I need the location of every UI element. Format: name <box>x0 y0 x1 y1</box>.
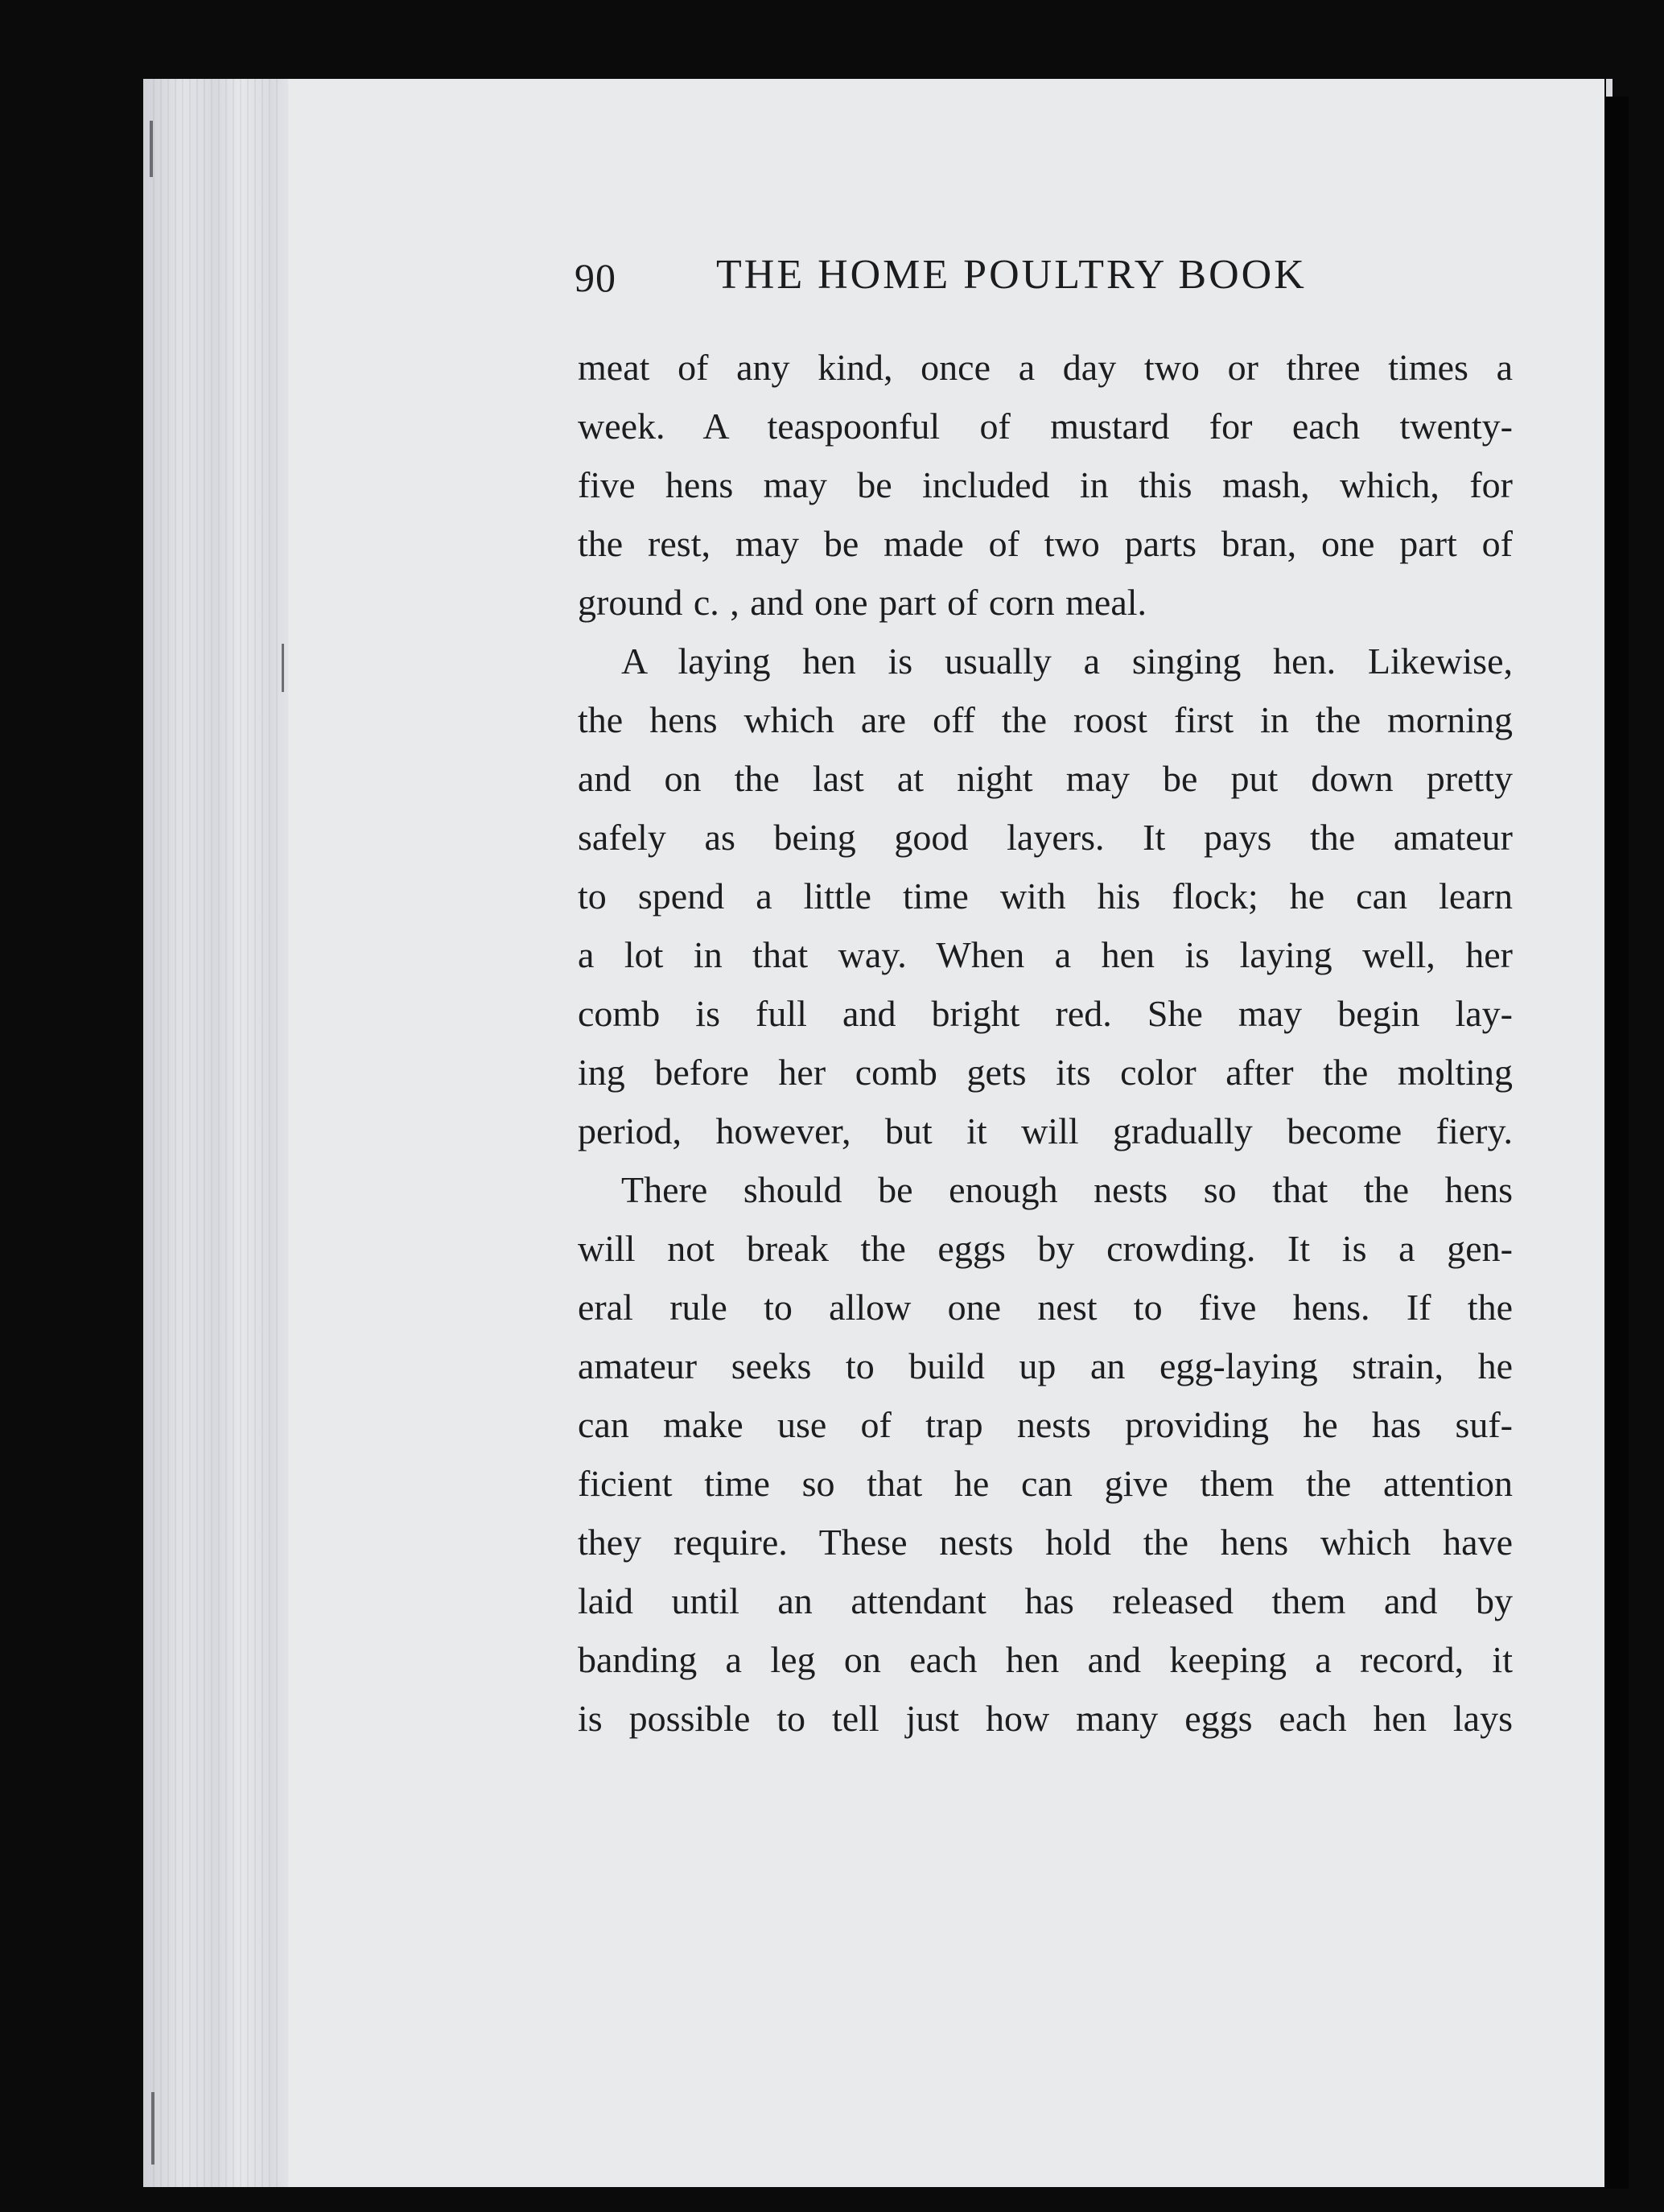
text-line: a lot in that way. When a hen is laying well, her <box>578 934 1513 975</box>
text-line: the hens which are off the roost first in the morning <box>578 699 1513 740</box>
text-line: comb is full and bright red. She may begin lay- <box>578 993 1513 1034</box>
text-line: they require. These nests hold the hens which have <box>578 1522 1513 1563</box>
body-text <box>578 338 1513 1748</box>
text-line: laid until an attendant has released them and by <box>578 1580 1513 1621</box>
text-line: safely as being good layers. It pays the amateur <box>578 817 1513 858</box>
text-line: ground c. , and one part of corn meal. <box>578 582 1147 623</box>
text-line: amateur seeks to build up an egg-laying strain, he <box>578 1345 1513 1386</box>
paragraph <box>578 338 1513 632</box>
text-line: banding a leg on each hen and keeping a record, it <box>578 1639 1513 1680</box>
text-line: eral rule to allow one nest to five hens. If the <box>578 1287 1513 1328</box>
text-line: can make use of trap nests providing he has suf- <box>578 1404 1513 1445</box>
margin-speck <box>151 2092 154 2165</box>
page-stack-lines <box>153 79 282 2187</box>
text-line: meat of any kind, once a day two or three times a <box>578 347 1513 388</box>
text-line: five hens may be included in this mash, which, for <box>578 464 1513 505</box>
text-line: is possible to tell just how many eggs each hen lays <box>578 1698 1513 1739</box>
text-line: week. A teaspoonful of mustard for each twenty- <box>578 406 1513 447</box>
text-line: period, however, but it will gradually become fiery. <box>578 1110 1513 1151</box>
paragraph <box>578 632 1513 1160</box>
text-line: A laying hen is usually a singing hen. Likewise, <box>621 641 1513 682</box>
paragraph <box>578 1160 1513 1748</box>
margin-speck <box>150 121 153 177</box>
running-title: THE HOME POULTRY BOOK <box>716 252 1307 298</box>
text-line: will not break the eggs by crowding. It is a gen- <box>578 1228 1513 1269</box>
text-line: the rest, may be made of two parts bran, one part of <box>578 523 1513 564</box>
text-line: to spend a little time with his flock; he can learn <box>578 875 1513 917</box>
text-line: ing before her comb gets its color after the molting <box>578 1052 1513 1093</box>
text-line: There should be enough nests so that the hens <box>621 1169 1513 1210</box>
facing-page-shadow <box>1604 97 1629 2189</box>
page-number: 90 <box>575 255 616 300</box>
margin-speck <box>282 644 284 692</box>
text-line: and on the last at night may be put down pretty <box>578 758 1513 799</box>
page-header <box>575 248 1540 312</box>
text-line: ficient time so that he can give them the attention <box>578 1463 1513 1504</box>
